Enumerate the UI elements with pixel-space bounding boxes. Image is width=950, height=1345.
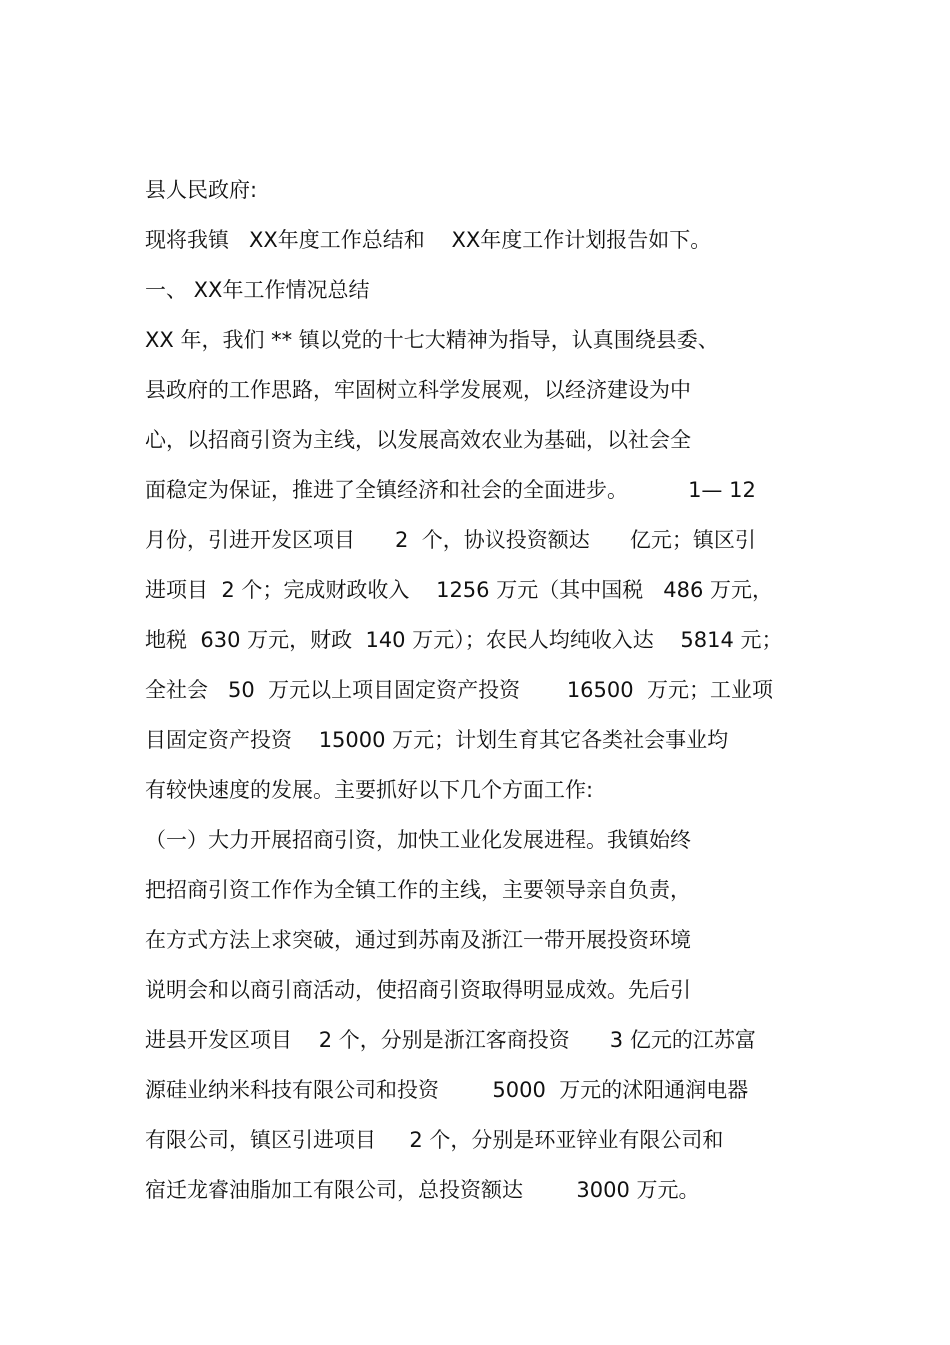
body-line: 在方式方法上求突破，通过到苏南及浙江一带开展投资环境 xyxy=(145,928,691,952)
document-body xyxy=(145,165,825,1215)
body-line: 说明会和以商引商活动，使招商引资取得明显成效。先后引 xyxy=(145,978,691,1002)
subsection-line: （一）大力开展招商引资，加快工业化发展进程。我镇始终 xyxy=(145,828,691,852)
body-line: 县政府的工作思路，牢固树立科学发展观，以经济建设为中 xyxy=(145,378,691,402)
intro-line: 现将我镇 XX年度工作总结和 XX年度工作计划报告如下。 xyxy=(145,228,712,252)
body-line: 有限公司，镇区引进项目 2 个，分别是环亚锌业有限公司和 xyxy=(145,1128,724,1152)
body-line: XX 年，我们 ** 镇以党的十七大精神为指导，认真围绕县委、 xyxy=(145,328,719,352)
body-line: 进项目 2 个；完成财政收入 1256 万元（其中国税 486 万元， xyxy=(145,578,773,602)
body-line: 源硅业纳米科技有限公司和投资 5000 万元的沭阳通润电器 xyxy=(145,1078,749,1102)
body-line: 心，以招商引资为主线，以发展高效农业为基础，以社会全 xyxy=(145,428,691,452)
body-line: 把招商引资工作作为全镇工作的主线，主要领导亲自负责， xyxy=(145,878,691,902)
body-line: 面稳定为保证，推进了全镇经济和社会的全面进步。 1— 12 xyxy=(145,478,756,502)
body-line: 有较快速度的发展。主要抓好以下几个方面工作: xyxy=(145,778,594,802)
section-heading: 一、 XX年工作情况总结 xyxy=(145,278,370,302)
body-line: 全社会 50 万元以上项目固定资产投资 16500 万元；工业项 xyxy=(145,678,773,702)
body-line: 目固定资产投资 15000 万元；计划生育其它各类社会事业均 xyxy=(145,728,729,752)
salutation-line: 县人民政府: xyxy=(145,178,258,202)
body-line: 进县开发区项目 2 个，分别是浙江客商投资 3 亿元的江苏富 xyxy=(145,1028,756,1052)
body-line: 月份，引进开发区项目 2 个，协议投资额达 亿元；镇区引 xyxy=(145,528,756,552)
body-line: 宿迁龙睿油脂加工有限公司，总投资额达 3000 万元。 xyxy=(145,1178,700,1202)
body-line: 地税 630 万元，财政 140 万元）；农民人均纯收入达 5814 元； xyxy=(145,628,783,652)
